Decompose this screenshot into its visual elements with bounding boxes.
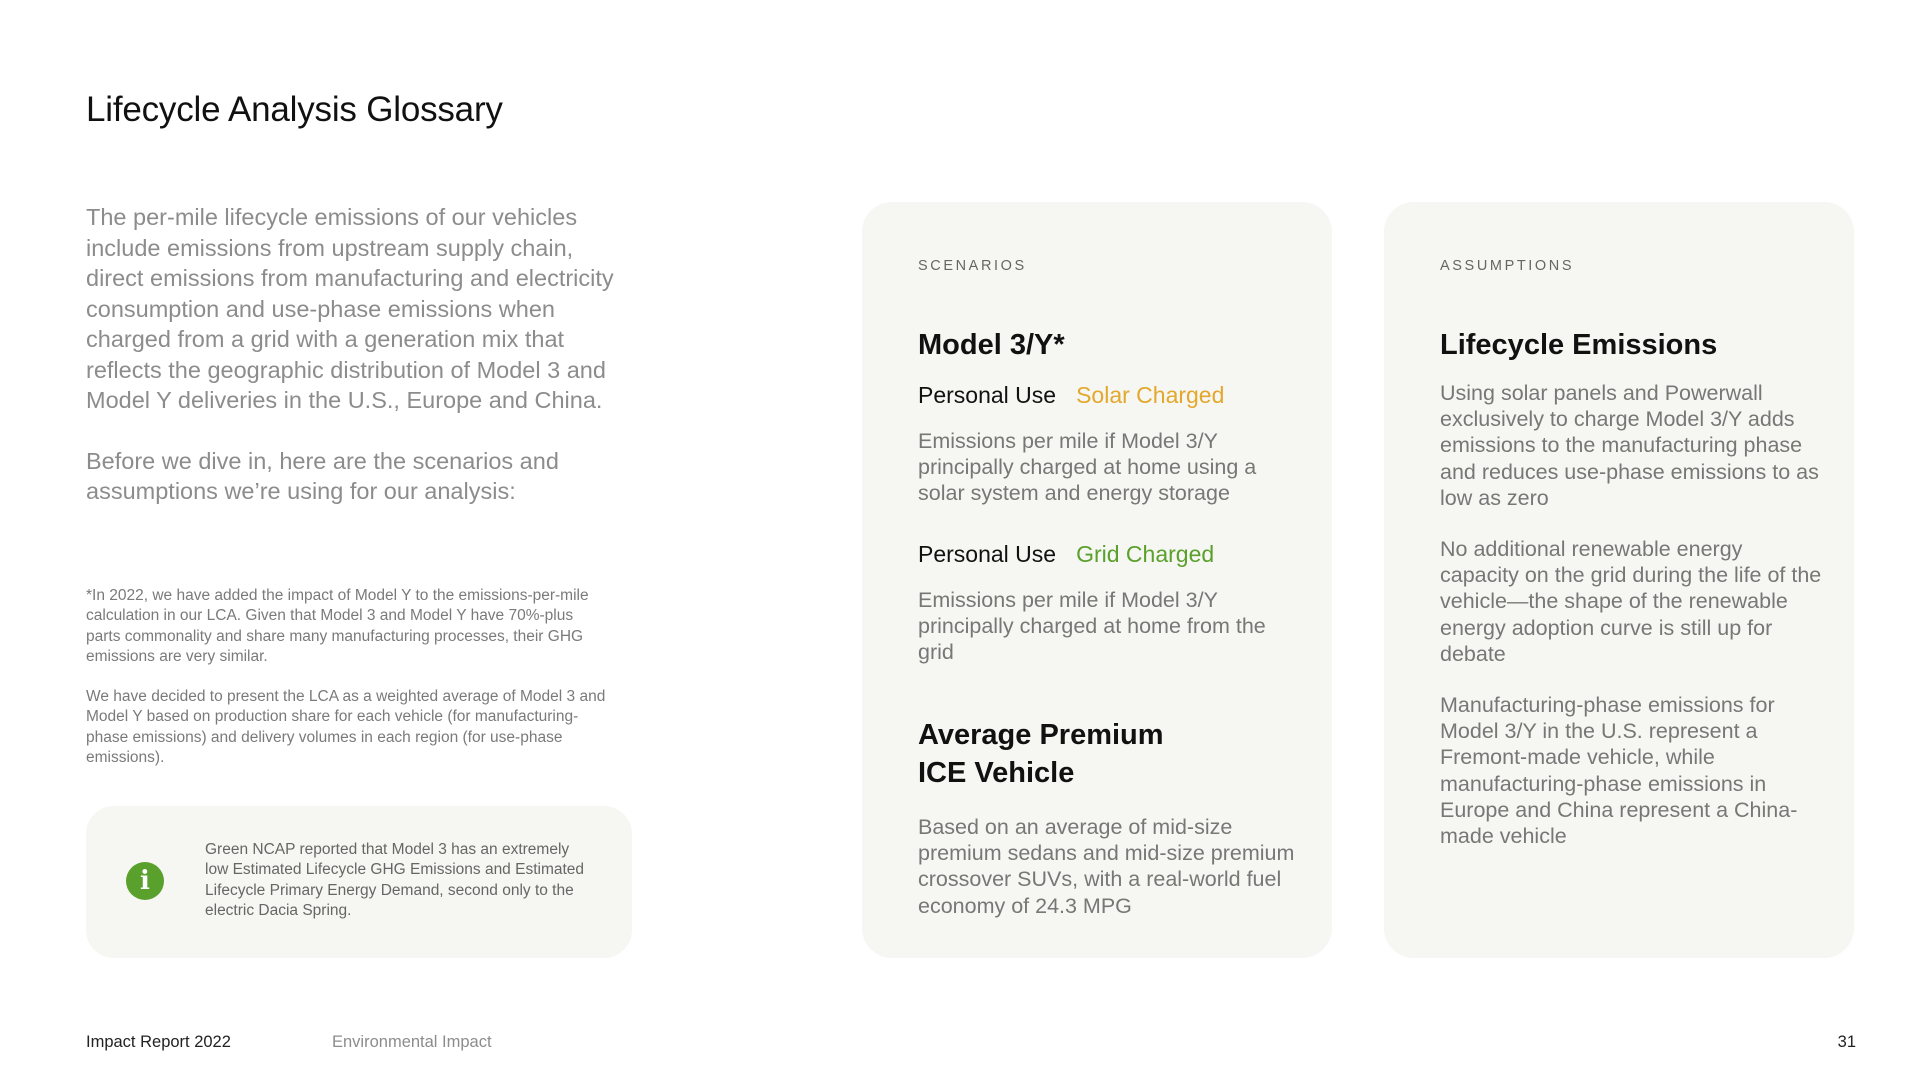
footer-section-name: Environmental Impact bbox=[332, 1033, 492, 1051]
assumption-item: Manufacturing-phase emissions for Model 3/Y in the U.S. represent a Fremont-made vehicle, while manufacturing-phase emissions in Europe and China represent a China-made vehicle bbox=[1440, 693, 1798, 849]
footnotes bbox=[86, 586, 606, 768]
solar-scenario-description: Emissions per mile if Model 3/Y principally charged at home using a solar system and energy storage bbox=[918, 429, 1257, 506]
solar-charged-tag: Solar Charged bbox=[1076, 382, 1225, 408]
intro-paragraph: The per-mile lifecycle emissions of our vehicles include emissions from upstream supply chain, direct emissions from manufacturing and electricity consumption and use-phase emissions when charged from a grid with a generation mix that reflects the geographic distribution of Model 3 and Model Y deliveries in the U.S., Europe and China. bbox=[86, 204, 614, 413]
assumptions-label: ASSUMPTIONS bbox=[1440, 258, 1575, 274]
page-number: 31 bbox=[1837, 1033, 1856, 1051]
assumption-item: Using solar panels and Powerwall exclusively to charge Model 3/Y adds emissions to the manufacturing phase and reduces use-phase emissions to as low as zero bbox=[1440, 381, 1819, 510]
info-callout bbox=[86, 806, 632, 958]
assumption-item: No additional renewable energy capacity on the grid during the life of the vehicle—the shape of the renewable energy adoption curve is still up for debate bbox=[1440, 537, 1822, 666]
ice-title-line: Average Premium bbox=[918, 719, 1164, 751]
info-icon: i bbox=[126, 862, 164, 900]
solar-scenario-heading bbox=[918, 380, 1224, 410]
info-callout-text: Green NCAP reported that Model 3 has an extremely low Estimated Lifecycle GHG Emissions and Estimated Lifecycle Primary Energy Demand, second only to the electric Dacia Spring. bbox=[205, 841, 585, 919]
footer-report-title: Impact Report 2022 bbox=[86, 1033, 231, 1051]
ice-vehicle-title bbox=[918, 716, 1164, 792]
scenarios-card bbox=[862, 202, 1332, 958]
intro-paragraph: Before we dive in, here are the scenarios and assumptions we’re using for our analysis: bbox=[86, 447, 559, 504]
footnote: *In 2022, we have added the impact of Model Y to the emissions-per-mile calculation in our LCA. Given that Model 3 and Model Y have 70%-plus parts commonality and share many manufacturing processes, their GHG emissions are very similar. bbox=[86, 587, 589, 665]
lifecycle-emissions-title: Lifecycle Emissions bbox=[1440, 329, 1718, 361]
scenarios-label: SCENARIOS bbox=[918, 258, 1027, 274]
assumptions-card bbox=[1384, 202, 1854, 958]
ice-title-line: ICE Vehicle bbox=[918, 757, 1075, 789]
intro-text bbox=[86, 202, 626, 507]
grid-charged-tag: Grid Charged bbox=[1076, 541, 1215, 567]
footnote: We have decided to present the LCA as a weighted average of Model 3 and Model Y based on production share for each vehicle (for manufacturing-phase emissions) and delivery volumes in each region (for use-phase emissions). bbox=[86, 688, 606, 767]
grid-scenario-heading bbox=[918, 539, 1214, 569]
model-title: Model 3/Y* bbox=[918, 329, 1065, 361]
page-title: Lifecycle Analysis Glossary bbox=[86, 90, 503, 129]
grid-scenario-description: Emissions per mile if Model 3/Y principally charged at home from the grid bbox=[918, 588, 1266, 665]
personal-use-label: Personal Use bbox=[918, 382, 1057, 408]
ice-vehicle-description: Based on an average of mid-size premium sedans and mid-size premium crossover SUVs, with a real-world fuel economy of 24.3 MPG bbox=[918, 815, 1295, 918]
personal-use-label: Personal Use bbox=[918, 541, 1057, 567]
